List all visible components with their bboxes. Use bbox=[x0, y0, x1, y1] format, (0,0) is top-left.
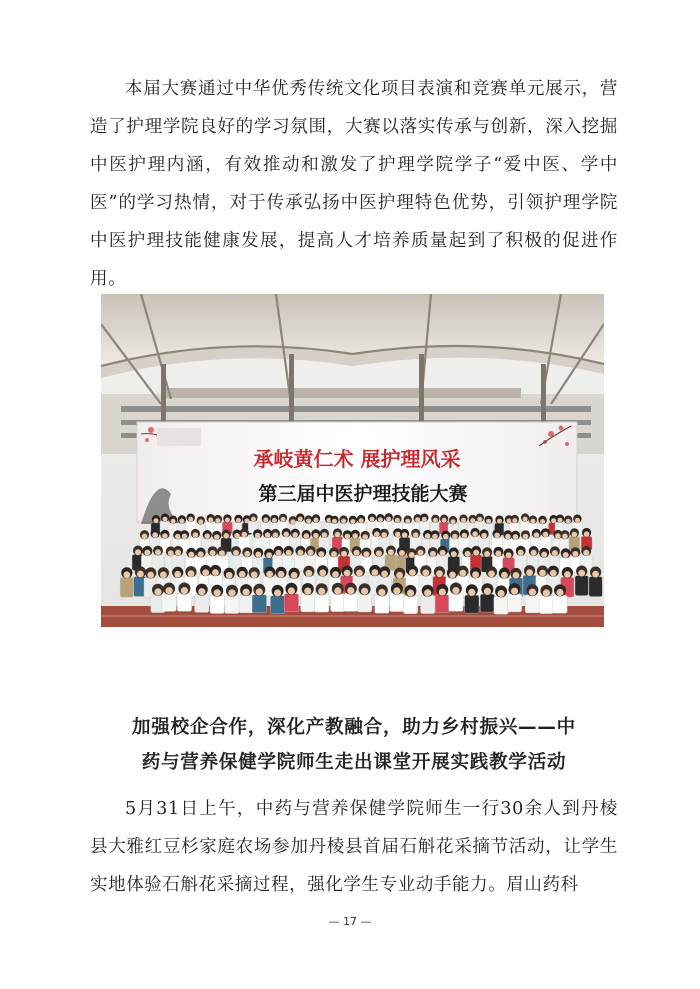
person-face bbox=[356, 570, 363, 577]
person-face bbox=[486, 519, 491, 524]
person-face bbox=[154, 588, 161, 595]
person-face bbox=[540, 519, 545, 524]
person-body bbox=[195, 594, 209, 612]
person-face bbox=[530, 519, 535, 524]
person-face bbox=[332, 519, 337, 524]
person-face bbox=[273, 532, 279, 538]
person-body bbox=[539, 596, 553, 614]
person-face bbox=[314, 518, 319, 523]
person-face bbox=[498, 590, 505, 597]
person-face bbox=[362, 534, 368, 540]
person-body bbox=[315, 594, 329, 612]
person-body bbox=[225, 596, 239, 614]
person-face bbox=[501, 572, 508, 579]
person-face bbox=[393, 587, 400, 594]
person-face bbox=[347, 587, 354, 594]
person-body bbox=[435, 595, 449, 613]
person-face bbox=[144, 550, 150, 556]
group-photo bbox=[101, 294, 604, 627]
person-face bbox=[452, 587, 459, 594]
person-face bbox=[402, 532, 408, 538]
person-face bbox=[555, 533, 561, 539]
person-face bbox=[461, 518, 466, 523]
person-face bbox=[422, 569, 429, 576]
person-face bbox=[334, 587, 341, 594]
person-face bbox=[291, 572, 298, 579]
person-face bbox=[204, 533, 210, 539]
person-face bbox=[376, 550, 382, 556]
person-face bbox=[442, 518, 447, 523]
person-face bbox=[424, 589, 431, 596]
banner-slogan: 承岐黄仁术 展护理风采 bbox=[253, 447, 461, 471]
person-face bbox=[210, 550, 216, 556]
person-body bbox=[239, 595, 253, 613]
person-face bbox=[534, 532, 540, 538]
person-face bbox=[135, 549, 141, 555]
person-face bbox=[558, 518, 563, 523]
person-face bbox=[215, 518, 220, 523]
person-face bbox=[281, 517, 286, 522]
person-face bbox=[399, 550, 405, 556]
person-face bbox=[472, 531, 478, 537]
person-face bbox=[288, 587, 295, 594]
person-face bbox=[405, 519, 410, 524]
person-face bbox=[433, 518, 438, 523]
paragraph-competition-summary: 本届大赛通过中华优秀传统文化项目表演和竞赛单元展示，营造了护理学院良好的学习氛围，大赛以落实传承与创新，深入挖掘中医护理内涵，有效推动和激发了护理学院学子“爱中医、学中医”的学习热情，对于传承弘扬中医护理特色优势，引领护理学院中医护理技能健康发展，提高人才培养质量起到了积极的促进作用。 bbox=[90, 79, 618, 289]
person-face bbox=[488, 571, 495, 578]
person-face bbox=[188, 517, 193, 522]
person-face bbox=[562, 534, 568, 540]
person-face bbox=[451, 551, 457, 557]
person-face bbox=[563, 552, 569, 558]
person-body bbox=[575, 576, 588, 596]
person-face bbox=[439, 589, 446, 596]
person-face bbox=[494, 533, 500, 539]
backdrop-banner bbox=[137, 422, 577, 522]
person-face bbox=[208, 517, 213, 522]
person-face bbox=[188, 570, 195, 577]
person-face bbox=[395, 532, 401, 538]
person-face bbox=[422, 517, 427, 522]
person-face bbox=[572, 551, 578, 557]
person-face bbox=[481, 533, 487, 539]
person-face bbox=[223, 533, 229, 539]
person-face bbox=[484, 551, 490, 557]
person-face bbox=[341, 551, 347, 557]
person-face bbox=[495, 551, 501, 557]
person-face bbox=[415, 517, 420, 522]
person-face bbox=[266, 552, 272, 558]
person-face bbox=[313, 533, 319, 539]
person-face bbox=[251, 571, 258, 578]
person-body bbox=[210, 596, 224, 614]
person-face bbox=[306, 519, 311, 524]
person-face bbox=[523, 517, 528, 522]
person-face bbox=[462, 533, 468, 539]
person-body bbox=[252, 595, 266, 613]
person-body bbox=[525, 595, 539, 613]
person-face bbox=[193, 532, 199, 538]
person-body bbox=[480, 594, 494, 612]
person-face bbox=[319, 569, 326, 576]
person-face bbox=[152, 532, 158, 538]
person-face bbox=[123, 571, 130, 578]
person-face bbox=[331, 551, 337, 557]
person-face bbox=[345, 534, 351, 540]
person-face bbox=[440, 550, 446, 556]
person-face bbox=[174, 571, 181, 578]
page-number: — 17 — bbox=[328, 915, 372, 928]
person-face bbox=[477, 517, 482, 522]
person-face bbox=[372, 569, 379, 576]
person-face bbox=[472, 571, 479, 578]
person-face bbox=[506, 552, 512, 558]
person-face bbox=[363, 551, 369, 557]
person-face bbox=[242, 532, 248, 538]
person-face bbox=[378, 589, 385, 596]
person-face bbox=[308, 550, 314, 556]
person-face bbox=[283, 532, 289, 538]
person-face bbox=[171, 519, 176, 524]
person-face bbox=[566, 519, 571, 524]
person-face bbox=[274, 589, 281, 596]
person-face bbox=[543, 532, 549, 538]
person-body bbox=[331, 594, 345, 612]
person-face bbox=[413, 532, 419, 538]
paragraph-practice-activity: 5月31日上午，中药与营养保健学院师生一行30余人到丹棱县大雅红豆杉家庭农场参加丹棱县首届石斛花采摘节活动，让学生实地体验石斛花采摘过程，强化学生专业动手能力。眉山药科 bbox=[90, 799, 618, 895]
person-body bbox=[162, 593, 176, 611]
person-face bbox=[564, 571, 571, 578]
person-face bbox=[359, 518, 364, 523]
person-face bbox=[381, 571, 388, 578]
person-face bbox=[163, 517, 168, 522]
person-body bbox=[589, 577, 602, 597]
person-face bbox=[511, 588, 518, 595]
person-face bbox=[468, 589, 475, 596]
person-face bbox=[219, 550, 225, 556]
person-face bbox=[214, 589, 221, 596]
person-face bbox=[578, 570, 585, 577]
person-face bbox=[226, 572, 233, 579]
person-face bbox=[436, 570, 443, 577]
person-face bbox=[155, 549, 161, 555]
person-face bbox=[497, 519, 502, 524]
person-face bbox=[278, 571, 285, 578]
person-face bbox=[251, 517, 256, 522]
person-body bbox=[357, 594, 371, 612]
person-body bbox=[390, 594, 404, 612]
person-body bbox=[177, 593, 191, 611]
person-body bbox=[449, 593, 463, 611]
person-face bbox=[361, 588, 368, 595]
person-face bbox=[350, 519, 355, 524]
person-body bbox=[301, 594, 315, 612]
person-face bbox=[370, 517, 375, 522]
person-face bbox=[160, 571, 167, 578]
person-body bbox=[421, 596, 435, 614]
person-face bbox=[409, 552, 415, 558]
person-face bbox=[529, 589, 536, 596]
person-face bbox=[255, 533, 261, 539]
banner-title: 第三届中医护理技能大赛 bbox=[258, 483, 468, 505]
person-face bbox=[584, 531, 590, 537]
person-face bbox=[332, 571, 339, 578]
person-face bbox=[166, 587, 173, 594]
person-face bbox=[539, 570, 546, 577]
person-face bbox=[266, 571, 273, 578]
person-face bbox=[541, 552, 547, 558]
person-face bbox=[137, 571, 144, 578]
person-face bbox=[572, 532, 578, 538]
person-face bbox=[395, 518, 400, 523]
person-face bbox=[198, 588, 205, 595]
person-face bbox=[484, 588, 491, 595]
person-face bbox=[396, 572, 403, 579]
person-face bbox=[318, 588, 325, 595]
person-face bbox=[243, 589, 250, 596]
person-face bbox=[236, 518, 241, 523]
person-face bbox=[228, 589, 235, 596]
person-face bbox=[388, 549, 394, 555]
person-face bbox=[263, 517, 268, 522]
person-face bbox=[212, 569, 219, 576]
person-face bbox=[378, 517, 383, 522]
person-face bbox=[304, 588, 311, 595]
person-face bbox=[518, 550, 524, 556]
person-face bbox=[244, 551, 250, 557]
person-body bbox=[375, 595, 389, 613]
person-face bbox=[409, 569, 416, 576]
person-body bbox=[120, 577, 133, 597]
person-face bbox=[443, 534, 449, 540]
person-face bbox=[583, 550, 589, 556]
section-heading-line-1: 加强校企合作，深化产教融合，助力乡村振兴——中 bbox=[132, 717, 576, 738]
person-body bbox=[553, 595, 567, 613]
section-heading-line-2: 药与营养保健学院师生走出课堂开展实践教学活动 bbox=[141, 752, 567, 773]
person-face bbox=[265, 532, 271, 538]
person-face bbox=[239, 571, 246, 578]
person-face bbox=[188, 552, 194, 558]
person-body bbox=[494, 596, 508, 614]
person-face bbox=[465, 551, 471, 557]
person-face bbox=[256, 588, 263, 595]
person-face bbox=[512, 518, 517, 523]
person-face bbox=[505, 534, 511, 540]
person-face bbox=[556, 589, 563, 596]
person-face bbox=[381, 532, 387, 538]
person-body bbox=[344, 593, 358, 611]
person-face bbox=[531, 550, 537, 556]
person-face bbox=[341, 519, 346, 524]
person-face bbox=[523, 534, 529, 540]
person-face bbox=[181, 587, 188, 594]
person-face bbox=[451, 519, 456, 524]
person-face bbox=[473, 550, 479, 556]
person-body bbox=[507, 594, 521, 612]
person-face bbox=[154, 518, 159, 523]
person-face bbox=[550, 570, 557, 577]
person-body bbox=[465, 595, 479, 613]
person-face bbox=[418, 550, 424, 556]
person-face bbox=[175, 550, 181, 556]
person-face bbox=[233, 550, 239, 556]
person-face bbox=[304, 533, 310, 539]
person-face bbox=[298, 517, 303, 522]
person-face bbox=[202, 569, 209, 576]
person-face bbox=[272, 518, 277, 523]
person-face bbox=[460, 570, 467, 577]
person-body bbox=[270, 596, 284, 614]
person-face bbox=[182, 534, 188, 540]
person-face bbox=[286, 550, 292, 556]
person-face bbox=[198, 551, 204, 557]
person-face bbox=[407, 589, 414, 596]
person-face bbox=[179, 519, 184, 524]
person-face bbox=[470, 518, 475, 523]
person-face bbox=[575, 518, 580, 523]
person-face bbox=[255, 552, 261, 558]
person-face bbox=[292, 532, 298, 538]
person-face bbox=[354, 550, 360, 556]
person-body bbox=[403, 596, 417, 614]
person-face bbox=[592, 571, 599, 578]
person-face bbox=[449, 572, 456, 579]
person-face bbox=[214, 534, 220, 540]
person-face bbox=[513, 572, 520, 579]
person-face bbox=[297, 550, 303, 556]
person-face bbox=[430, 551, 436, 557]
person-face bbox=[162, 533, 168, 539]
person-face bbox=[386, 517, 391, 522]
person-face bbox=[452, 534, 458, 540]
person-face bbox=[147, 572, 154, 579]
person-face bbox=[425, 533, 431, 539]
person-face bbox=[142, 534, 148, 540]
person-face bbox=[290, 519, 295, 524]
person-face bbox=[543, 589, 550, 596]
person-face bbox=[198, 519, 203, 524]
person-face bbox=[526, 569, 533, 576]
person-face bbox=[322, 532, 328, 538]
person-face bbox=[552, 550, 558, 556]
person-face bbox=[344, 570, 351, 577]
person-face bbox=[335, 532, 341, 538]
person-face bbox=[225, 518, 230, 523]
person-face bbox=[352, 533, 358, 539]
person-body bbox=[284, 594, 298, 612]
person-face bbox=[374, 531, 380, 537]
person-face bbox=[306, 570, 313, 577]
person-face bbox=[513, 534, 519, 540]
person-face bbox=[276, 550, 282, 556]
person-face bbox=[432, 534, 438, 540]
person-face bbox=[318, 551, 324, 557]
